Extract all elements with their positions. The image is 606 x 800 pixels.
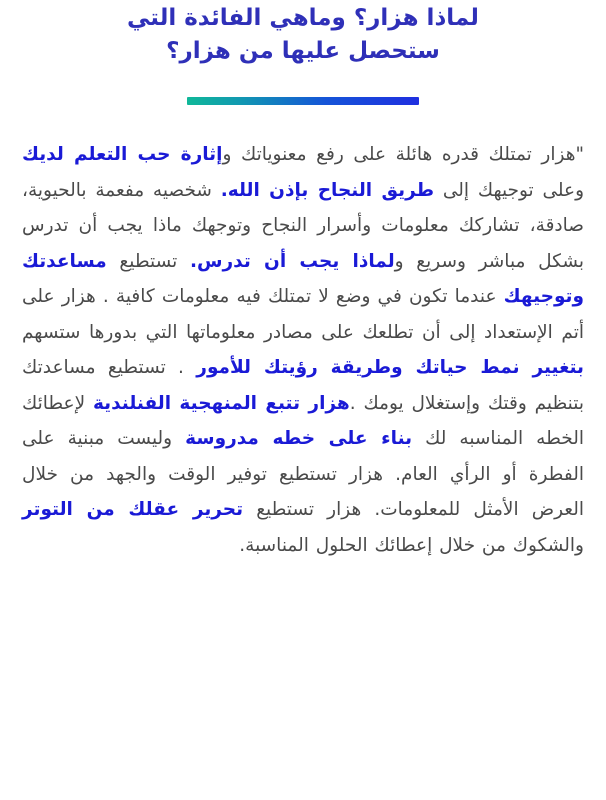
page-title-line-1: لماذا هزار؟ وماهي الفائدة التي (127, 5, 479, 31)
body-plain-text: شخصيه مفعمة بالحيوية، صادقة، تشاركك معلومات وأسرار النجاح وتوجهك ماذا يجب أن تدرس بشكل مباشر وسريع و (22, 179, 584, 272)
body-highlight-text: هزار تتبع المنهجية الفنلندية (92, 392, 350, 414)
body-highlight-text: طريق النجاح بإذن الله. (220, 179, 435, 201)
body-plain-text: وليست مبنية على الفطرة أو الرأي العام. هزار تستطيع توفير الوقت والجهد من خلال العرض الأمثل للمعلومات. هزار تستطيع (22, 428, 584, 521)
body-plain-text: . تستطيع مساعدتك بتنظيم وقتك وإستغلال يومك . (22, 357, 584, 414)
body-plain-text: وعلى توجيهك إلى (434, 179, 585, 201)
body-plain-text: تستطيع (106, 250, 190, 272)
page-title (22, 0, 584, 67)
gradient-divider (187, 97, 419, 105)
body-highlight-text: مساعدتك وتوجيهك (22, 250, 584, 308)
body-plain-text: والشكوك من خلال إعطائك الحلول المناسبة. (239, 534, 584, 556)
body-plain-text: "هزار تمتلك قدره هائلة على رفع معنوياتك و (222, 144, 584, 166)
body-highlight-text: تحرير عقلك من التوتر (22, 499, 244, 521)
body-highlight-text: إثارة حب التعلم لديك (22, 144, 223, 166)
body-plain-text: لإعطائك الخطه المناسبه لك (22, 392, 584, 450)
page-title-line-2: ستحصل عليها من هزار؟ (166, 37, 440, 64)
body-highlight-text: بتغيير نمط حياتك وطريقة رؤيتك للأمور (196, 357, 585, 379)
body-paragraph (22, 137, 584, 563)
body-highlight-text: لماذا يجب أن تدرس. (189, 250, 395, 272)
divider-container (22, 97, 584, 105)
body-plain-text: عندما تكون في وضع لا تمتلك فيه معلومات كافية . هزار على أتم الإستعداد إلى أن تطلعك على مصادر معلوماتها التي بدورها ستسهم (22, 286, 584, 343)
body-highlight-text: بناء على خطه مدروسة (185, 428, 413, 450)
